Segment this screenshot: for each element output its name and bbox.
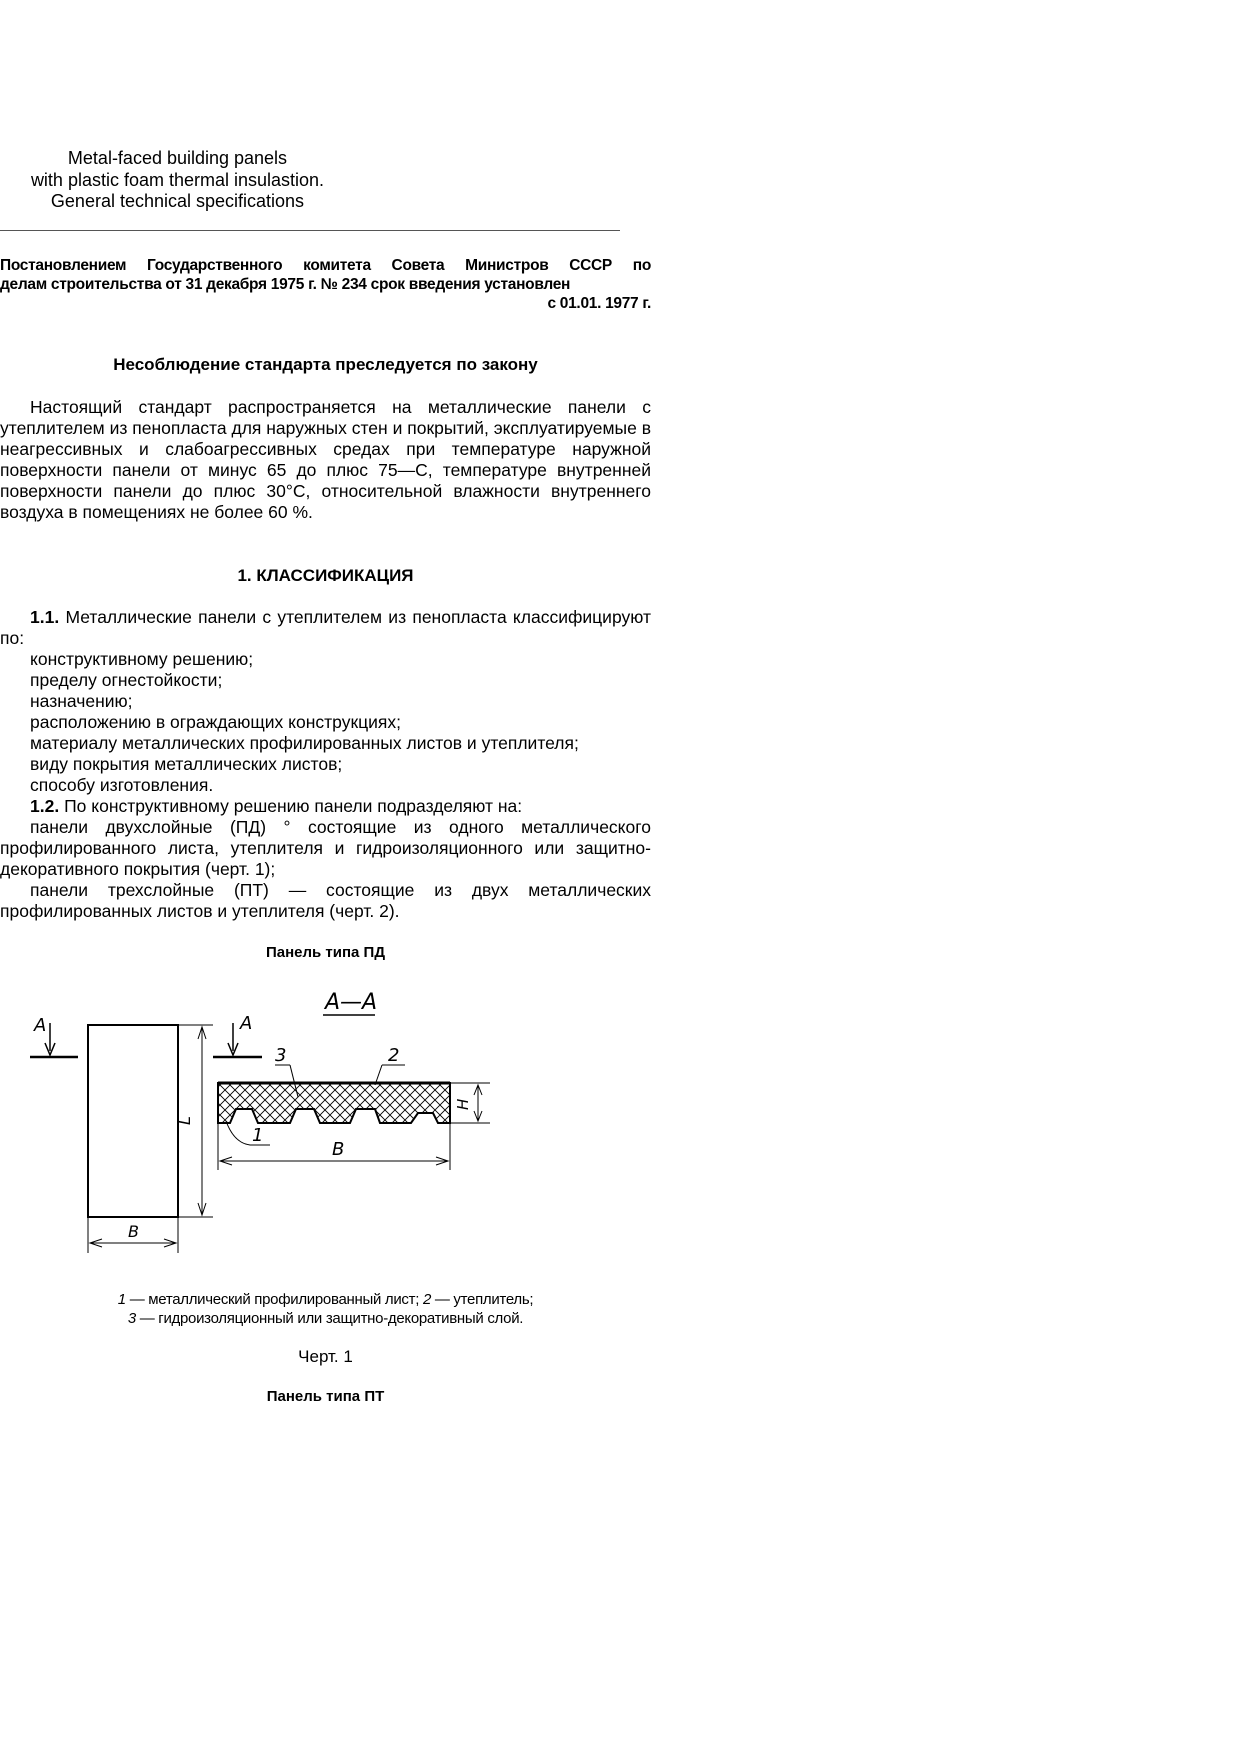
paragraph-number: 1.2. (30, 796, 60, 816)
dim-label-b: В (332, 1139, 345, 1160)
legend-text: — металлический профилированный лист; (125, 1291, 423, 1308)
dim-label-h: Н (454, 1098, 472, 1110)
legend-text: — гидроизоляционный или защитно-декоративный слой. (135, 1310, 524, 1327)
panel-pd-drawing (20, 985, 510, 1265)
intro-paragraph (0, 397, 651, 523)
label-1: 1 (252, 1125, 264, 1146)
classification-section (0, 607, 651, 922)
english-title-line: Metal-faced building panels (67, 148, 288, 168)
english-title-line: with plastic foam thermal insulastion. (30, 169, 325, 190)
section-label: А—А (325, 990, 378, 1015)
legend-number: 1 (117, 1291, 126, 1308)
paragraph-text: По конструктивному решению панели подразделяют на: (64, 796, 523, 816)
section-heading: 1. КЛАССИФИКАЦИЯ (237, 566, 414, 585)
figure-1-title: Панель типа ПД (265, 944, 386, 961)
decree-line: с 01.01. 1977 г. (547, 295, 651, 312)
list-item: конструктивному решению; (30, 649, 254, 669)
list-item: расположению в ограждающих конструкциях; (30, 712, 401, 732)
decree-block (0, 256, 651, 313)
section-arrow-label: А (34, 1015, 47, 1036)
panel-section-aa (218, 990, 490, 1170)
english-title-line: General technical specifications (50, 191, 305, 211)
figure-1-legend (0, 1290, 651, 1328)
paragraph-1-2 (0, 796, 651, 817)
intro-text: Настоящий стандарт распространяется на металлические панели с утеплителем из пенопласта для наружных стен и покрытий, эксплуатируемые в неагрессивных и слабоагрессивных средах при температуре наружной поверхности панели от минус 65 до плюс 75—С, температуре внутренней поверхности панели до плюс 30°С, относительной влажности внутреннего воздуха в помещениях не более 60 %. (0, 397, 651, 522)
panel-elevation (30, 1013, 262, 1253)
legend-text: — утеплитель; (430, 1291, 534, 1308)
list-item: материалу металлических профилированных листов и утеплителя; (30, 733, 579, 753)
english-title (0, 148, 355, 213)
title-divider (0, 230, 620, 231)
legend-number: 3 (127, 1310, 136, 1327)
section-arrow-label: А (240, 1013, 253, 1034)
panel-type-pt-text: панели трехслойные (ПТ) — состоящие из двух металлических профилированных листов и утеплителя (черт. 2). (0, 880, 651, 921)
dim-label-l: L (175, 1116, 194, 1125)
legend-number: 2 (422, 1291, 431, 1308)
figure-2-title: Панель типа ПТ (266, 1388, 385, 1405)
list-item: назначению; (30, 691, 133, 711)
panel-type-pd-text: панели двухслойные (ПД) ° состоящие из одного металлического профилированного листа, утеплителя и гидроизоляционного или защитно-декоративного покрытия (черт. 1); (0, 817, 651, 879)
paragraph-text: Металлические панели с утеплителем из пенопласта классифицируют по: (0, 607, 651, 648)
paragraph-1-1 (0, 607, 651, 649)
legend-line (0, 1309, 651, 1328)
figure-1-caption: Черт. 1 (298, 1347, 353, 1366)
paragraph-number: 1.1. (30, 607, 60, 627)
law-warning: Несоблюдение стандарта преследуется по закону (113, 355, 538, 374)
decree-line: Постановлением Государственного комитета Совета Министров СССР по (0, 257, 651, 274)
list-item: способу изготовления. (30, 775, 214, 795)
label-3: 3 (275, 1045, 287, 1066)
dim-label-b: В (128, 1222, 139, 1241)
decree-line: делам строительства от 31 декабря 1975 г. № 234 срок введения установлен (0, 276, 571, 293)
label-2: 2 (388, 1045, 400, 1066)
legend-line (0, 1290, 651, 1309)
list-item: виду покрытия металлических листов; (30, 754, 343, 774)
list-item: пределу огнестойкости; (30, 670, 223, 690)
